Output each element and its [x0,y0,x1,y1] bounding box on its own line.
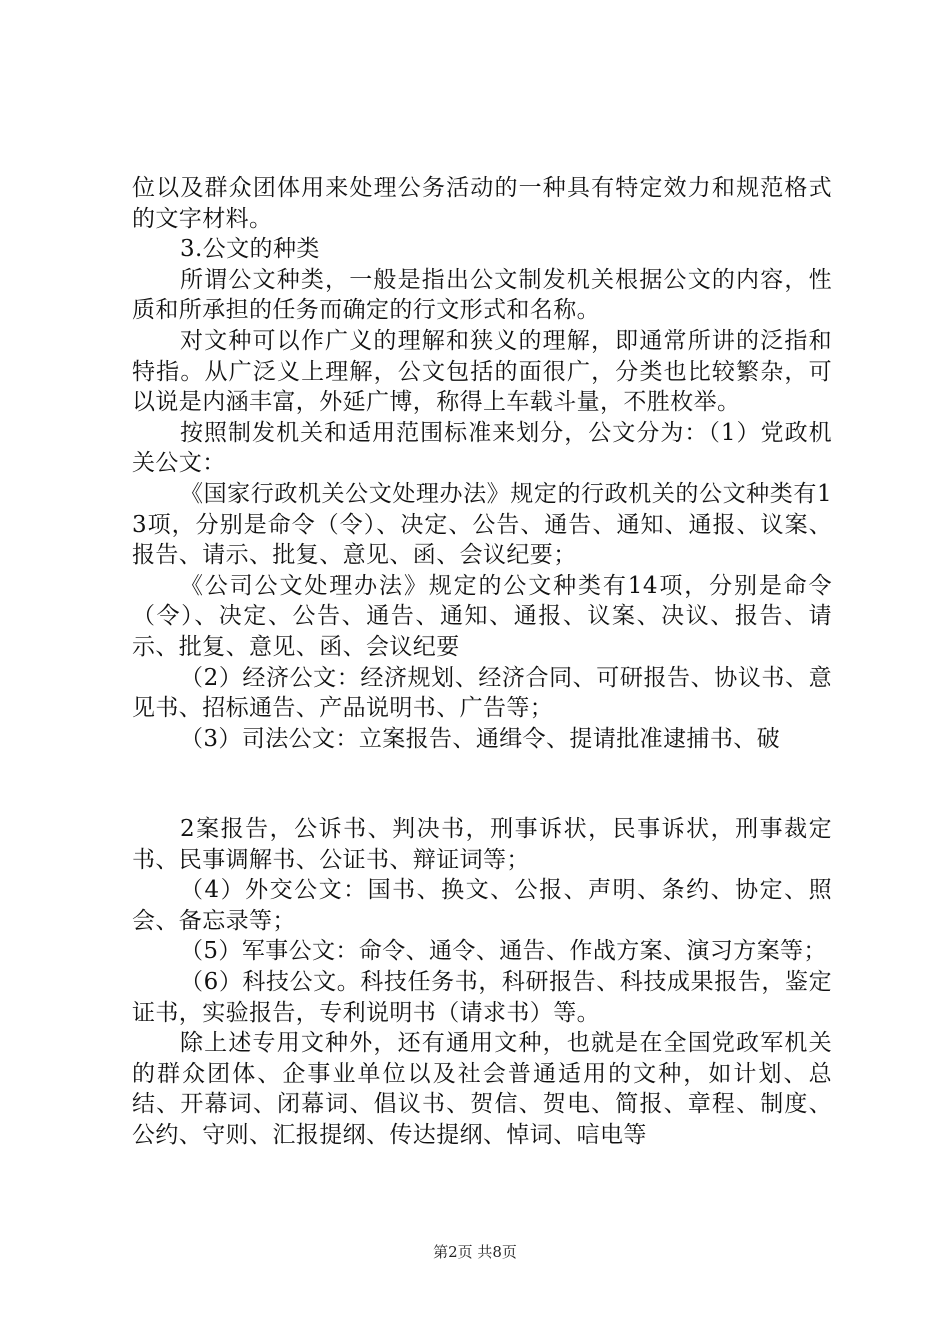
paragraph: （3）司法公文：立案报告、通缉令、提请批准逮捕书、破 [180,725,781,752]
paragraph: 对文种可以作广义的理解和狭义的理解，即通常所讲的泛指和特指。从广泛义上理解，公文包括的面很广，分类也比较繁杂，可以说是内涵丰富，外延广博，称得上车载斗量，不胜枚举。 [132,327,832,416]
section-heading: 3.公文的种类 [180,236,320,263]
text-block-lower [132,814,832,1151]
paragraph: （5）军事公文：命令、通令、通告、作战方案、演习方案等； [180,938,827,965]
paragraph: 2案报告，公诉书、判决书，刑事诉状，民事诉状，刑事裁定书、民事调解书、公证书、辩证词等； [132,816,832,873]
page-number-footer: 第2页 共8页 [433,1243,517,1261]
paragraph: （6）科技公文。科技任务书，科研报告、科技成果报告，鉴定证书，实验报告，专利说明书（请求书）等。 [132,968,832,1026]
paragraph: 除上述专用文种外，还有通用文种，也就是在全国党政军机关的群众团体、企事业单位以及社会普通适用的文种，如计划、总结、开幕词、闭幕词、倡议书、贺信、贺电、简报、章程、制度、公约、守则、汇报提纲、传达提纲、悼词、唁电等 [132,1030,832,1148]
text-block-upper [132,173,832,754]
paragraph: 《公司公文处理办法》规定的公文种类有14项，分别是命令（令）、决定、公告、通告、通知、通报、议案、决议、报告、请示、批复、意见、函、会议纪要 [132,572,832,660]
paragraph: （4）外交公文：国书、换文、公报、声明、条约、协定、照会、备忘录等； [132,877,832,934]
paragraph: 按照制发机关和适用范围标准来划分，公文分为：（1）党政机关公文： [132,419,832,477]
paragraph: 《国家行政机关公文处理办法》规定的行政机关的公文种类有13项，分别是命令（令）、决定、公告、通告、通知、通报、议案、报告、请示、批复、意见、函、会议纪要； [132,480,832,569]
paragraph: 位以及群众团体用来处理公务活动的一种具有特定效力和规范格式的文字材料。 [132,175,832,232]
paragraph: 所谓公文种类，一般是指出公文制发机关根据公文的内容，性质和所承担的任务而确定的行文形式和名称。 [132,266,832,324]
paragraph: （2）经济公文：经济规划、经济合同、可研报告、协议书、意见书、招标通告、产品说明书、广告等； [132,664,832,722]
